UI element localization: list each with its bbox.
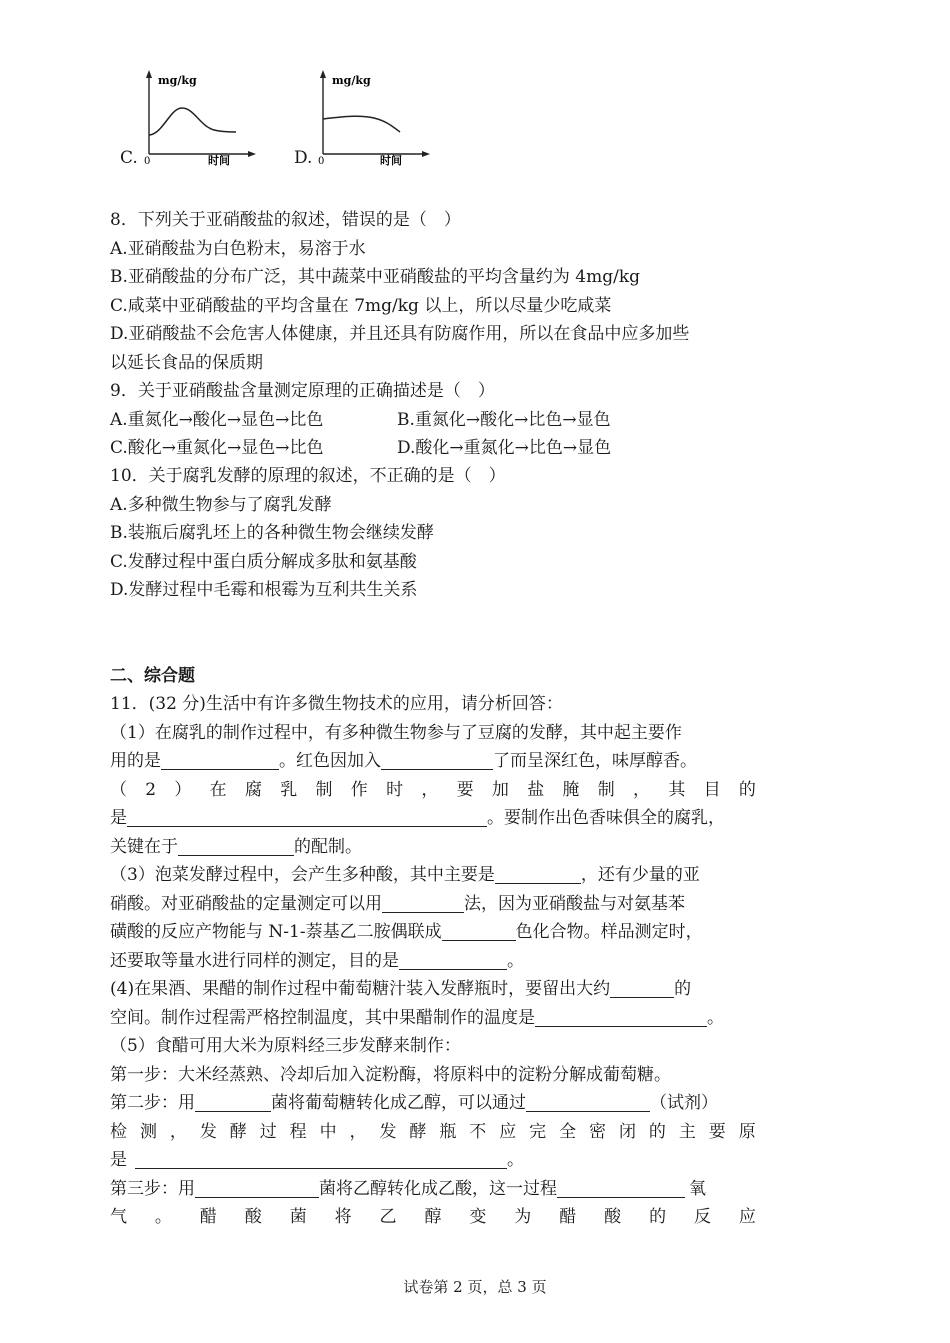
q8-option-d-cont: 以延长食品的保质期 — [110, 353, 263, 373]
q9-option-c: C.酸化→重氮化→显色→比色 — [110, 438, 324, 458]
q11-p3-text6: 色化合物。样品测定时， — [515, 922, 703, 942]
answer-blank-10[interactable] — [535, 1008, 707, 1027]
q11-p4-text4: 。 — [707, 1008, 724, 1028]
q11-p4-line1 — [110, 975, 691, 1003]
q11-step2-text3: （试剂） — [650, 1093, 718, 1113]
graph-c-xlabel: 时间 — [208, 154, 230, 167]
q11-p3-line4 — [110, 947, 524, 975]
spread-char: 全 — [559, 1122, 577, 1142]
q11-p5: （5）食醋可用大米为原料经三步发酵来制作： — [110, 1036, 461, 1056]
q11-p3-text2: ，还有少量的亚 — [580, 865, 700, 885]
spread-char: ， — [421, 780, 439, 800]
q11-step2-line1 — [110, 1089, 718, 1117]
q11-p1-text2: 。红色因加入 — [279, 751, 381, 771]
spread-char: 中 — [319, 1122, 337, 1142]
q11-p3-text4: 法，因为亚硝酸盐与对氨基苯 — [464, 894, 685, 914]
section-title: 二、综合题 — [110, 666, 195, 686]
spread-char: 加 — [491, 780, 509, 800]
graph-d-xlabel: 时间 — [380, 154, 402, 167]
spread-char: 盐 — [527, 780, 545, 800]
spread-char: 要 — [708, 1122, 726, 1142]
graph-d — [292, 68, 432, 170]
q11-step2-spread — [110, 1118, 756, 1146]
spread-char: 的 — [648, 1122, 666, 1142]
answer-blank-2[interactable] — [381, 751, 493, 770]
graph-c-ylabel: mg/kg — [158, 74, 197, 87]
q11-p2-line1 — [110, 776, 756, 804]
spread-char: 气 — [110, 1207, 127, 1227]
answer-blank-3[interactable] — [127, 808, 487, 827]
graph-c-chart — [118, 68, 258, 170]
q11-p2-line2 — [110, 804, 725, 832]
graph-d-ylabel: mg/kg — [332, 74, 371, 87]
q10-option-b: B.装瓶后腐乳坯上的各种微生物会继续发酵 — [110, 523, 434, 543]
q8-option-a: A.亚硝酸盐为白色粉末，易溶于水 — [110, 239, 366, 259]
graph-c — [118, 68, 258, 170]
spread-char: 酸 — [244, 1207, 262, 1227]
q8-stem: 8．下列关于亚硝酸盐的叙述，错误的是（ ） — [110, 210, 461, 230]
spread-char: 程 — [289, 1122, 307, 1142]
q8-option-c: C.咸菜中亚硝酸盐的平均含量在 7mg/kg 以上，所以尽量少吃咸菜 — [110, 296, 612, 316]
answer-blank-8[interactable] — [399, 951, 507, 970]
answer-blank-14[interactable] — [195, 1179, 319, 1198]
q11-p2-text3: 关键在于 — [110, 837, 178, 857]
q11-step2-line3 — [110, 1146, 524, 1174]
q11-step2-line2 — [110, 1118, 756, 1146]
q11-step3-text3: 氧 — [689, 1179, 706, 1199]
spread-char: 不 — [469, 1122, 487, 1142]
q8-option-b: B.亚硝酸盐的分布广泛，其中蔬菜中亚硝酸盐的平均含量约为 4mg/kg — [110, 267, 641, 287]
spread-char: 过 — [259, 1122, 277, 1142]
graph-d-label: D. — [294, 148, 313, 168]
q9-option-d: D.酸化→重氮化→比色→显色 — [397, 438, 612, 458]
q11-p2-spread — [110, 776, 756, 804]
spread-char: 闭 — [618, 1122, 636, 1142]
q11-p3-text7: 还要取等量水进行同样的测定，目的是 — [110, 951, 399, 971]
q11-p2-text1: 是 — [110, 808, 127, 828]
q9-row2 — [110, 434, 324, 462]
spread-char: 醋 — [199, 1207, 217, 1227]
spread-char: 醋 — [559, 1207, 577, 1227]
spread-char: 腌 — [562, 780, 580, 800]
q11-p2-line3 — [110, 833, 362, 861]
spread-char: 完 — [529, 1122, 547, 1142]
answer-blank-7[interactable] — [442, 922, 516, 941]
q11-step3-text1: 第三步：用 — [110, 1179, 195, 1199]
spread-char: 腐 — [244, 780, 262, 800]
q9-option-a: A.重氮化→酸化→显色→比色 — [110, 410, 324, 430]
answer-blank-11[interactable] — [195, 1093, 271, 1112]
q11-p3-text5: 磺酸的反应产物能与 N-1-萘基乙二胺偶联成 — [110, 922, 442, 942]
q11-p3-text8: 。 — [507, 951, 524, 971]
spread-char: 瓶 — [439, 1122, 457, 1142]
q11-p1-text1: 用的是 — [110, 751, 161, 771]
q10-option-a: A.多种微生物参与了腐乳发酵 — [110, 495, 332, 515]
q11-p3-text1: （3）泡菜发酵过程中，会产生多种酸，其中主要是 — [110, 865, 495, 885]
answer-blank-13[interactable] — [135, 1150, 507, 1169]
q9-row1 — [110, 406, 323, 434]
q10-stem: 10．关于腐乳发酵的原理的叙述，不正确的是（ ） — [110, 466, 506, 486]
q10-option-d: D.发酵过程中毛霉和根霉为互利共生关系 — [110, 580, 418, 600]
spread-char: 的 — [649, 1207, 667, 1227]
spread-char: 时 — [386, 780, 404, 800]
spread-char: 。 — [154, 1207, 172, 1227]
spread-char: 要 — [456, 780, 474, 800]
spread-char: 制 — [597, 780, 615, 800]
q11-stem: 11．(32 分)生活中有许多微生物技术的应用，请分析回答： — [110, 694, 563, 714]
answer-blank-5[interactable] — [495, 865, 581, 884]
q11-p1-line1: （1）在腐乳的制作过程中，有多种微生物参与了豆腐的发酵，其中起主要作 — [110, 723, 682, 743]
spread-char: 发 — [379, 1122, 397, 1142]
spread-char: 主 — [678, 1122, 696, 1142]
spread-char: 乳 — [280, 780, 298, 800]
q11-p1-line2 — [110, 747, 697, 775]
answer-blank-12[interactable] — [526, 1093, 650, 1112]
q11-p3-line1 — [110, 861, 700, 889]
page-footer: 试卷第 2 页，总 3 页 — [403, 1278, 547, 1296]
q11-p4-text2: 的 — [674, 979, 692, 999]
spread-char: 目 — [703, 780, 721, 800]
spread-char: 密 — [589, 1122, 606, 1142]
graph-c-label: C. — [120, 148, 138, 168]
q11-p4-line2 — [110, 1004, 724, 1032]
q11-step2-text2: 菌将葡萄糖转化成乙醇，可以通过 — [271, 1093, 526, 1113]
q11-step3-line1 — [110, 1175, 706, 1203]
graph-d-origin: 0 — [318, 156, 325, 167]
spread-char: 醇 — [424, 1207, 442, 1227]
q11-p3-line3 — [110, 918, 703, 946]
q11-p4-text3: 空间。制作过程需严格控制温度，其中果醋制作的温度是 — [110, 1008, 535, 1028]
spread-char: 变 — [469, 1207, 487, 1227]
spread-char: 在 — [209, 780, 227, 800]
q11-step3-spread — [110, 1203, 756, 1231]
spread-char: 应 — [499, 1122, 517, 1142]
spread-char: （ — [110, 780, 127, 800]
spread-char: 测 — [139, 1122, 157, 1142]
spread-char: 制 — [315, 780, 333, 800]
q11-step2-text4: 是 — [110, 1150, 127, 1170]
q11-step2-text1: 第二步：用 — [110, 1093, 195, 1113]
spread-char: 酵 — [229, 1122, 247, 1142]
q11-step3-text2: 菌将乙醇转化成乙酸，这一过程 — [319, 1179, 557, 1199]
spread-char: 其 — [668, 780, 686, 800]
q11-p1-text3: 了而呈深红色，味厚醇香。 — [493, 751, 697, 771]
spread-char: 反 — [693, 1207, 711, 1227]
spread-char: 的 — [738, 780, 756, 800]
spread-char: 发 — [199, 1122, 217, 1142]
graph-d-chart — [292, 68, 432, 170]
spread-char: 酸 — [604, 1207, 622, 1227]
spread-char: 检 — [110, 1122, 127, 1142]
q10-option-c: C.发酵过程中蛋白质分解成多肽和氨基酸 — [110, 552, 417, 572]
q11-step2-text5: 。 — [507, 1150, 524, 1170]
spread-char: 为 — [514, 1207, 532, 1227]
spread-char: ， — [633, 780, 651, 800]
spread-char: 原 — [738, 1122, 756, 1142]
answer-blank-15[interactable] — [557, 1179, 685, 1198]
spread-char: ） — [174, 780, 192, 800]
q9-stem: 9．关于亚硝酸盐含量测定原理的正确描述是（ ） — [110, 381, 495, 401]
q11-step3-line2 — [110, 1203, 756, 1231]
spread-char: 将 — [334, 1207, 352, 1227]
spread-char: 作 — [350, 780, 368, 800]
graph-c-origin: 0 — [144, 156, 151, 167]
answer-blank-9[interactable] — [610, 979, 674, 998]
q11-p4-text1: (4)在果酒、果醋的制作过程中葡萄糖汁装入发酵瓶时，要留出大约 — [110, 979, 611, 999]
spread-char: 乙 — [379, 1207, 397, 1227]
answer-blank-4[interactable] — [178, 837, 294, 856]
q11-p2-text2: 。要制作出色香味俱全的腐乳， — [487, 808, 725, 828]
q11-p2-text4: 的配制。 — [294, 837, 362, 857]
q8-option-d: D.亚硝酸盐不会危害人体健康，并且还具有防腐作用，所以在食品中应多加些 — [110, 324, 690, 344]
q9-option-b: B.重氮化→酸化→比色→显色 — [397, 410, 611, 430]
spread-char: ， — [349, 1122, 367, 1142]
q11-step1: 第一步：大米经蒸熟、冷却后加入淀粉酶，将原料中的淀粉分解成葡萄糖。 — [110, 1065, 671, 1085]
q11-p3-text3: 硝酸。对亚硝酸盐的定量测定可以用 — [110, 894, 382, 914]
answer-blank-1[interactable] — [161, 751, 279, 770]
q11-p3-line2 — [110, 890, 685, 918]
spread-char: 酵 — [409, 1122, 427, 1142]
answer-blank-6[interactable] — [382, 894, 464, 913]
spread-char: 菌 — [289, 1207, 307, 1227]
spread-char: 2 — [145, 780, 157, 800]
spread-char: 应 — [738, 1207, 756, 1227]
spread-char: ， — [169, 1122, 187, 1142]
